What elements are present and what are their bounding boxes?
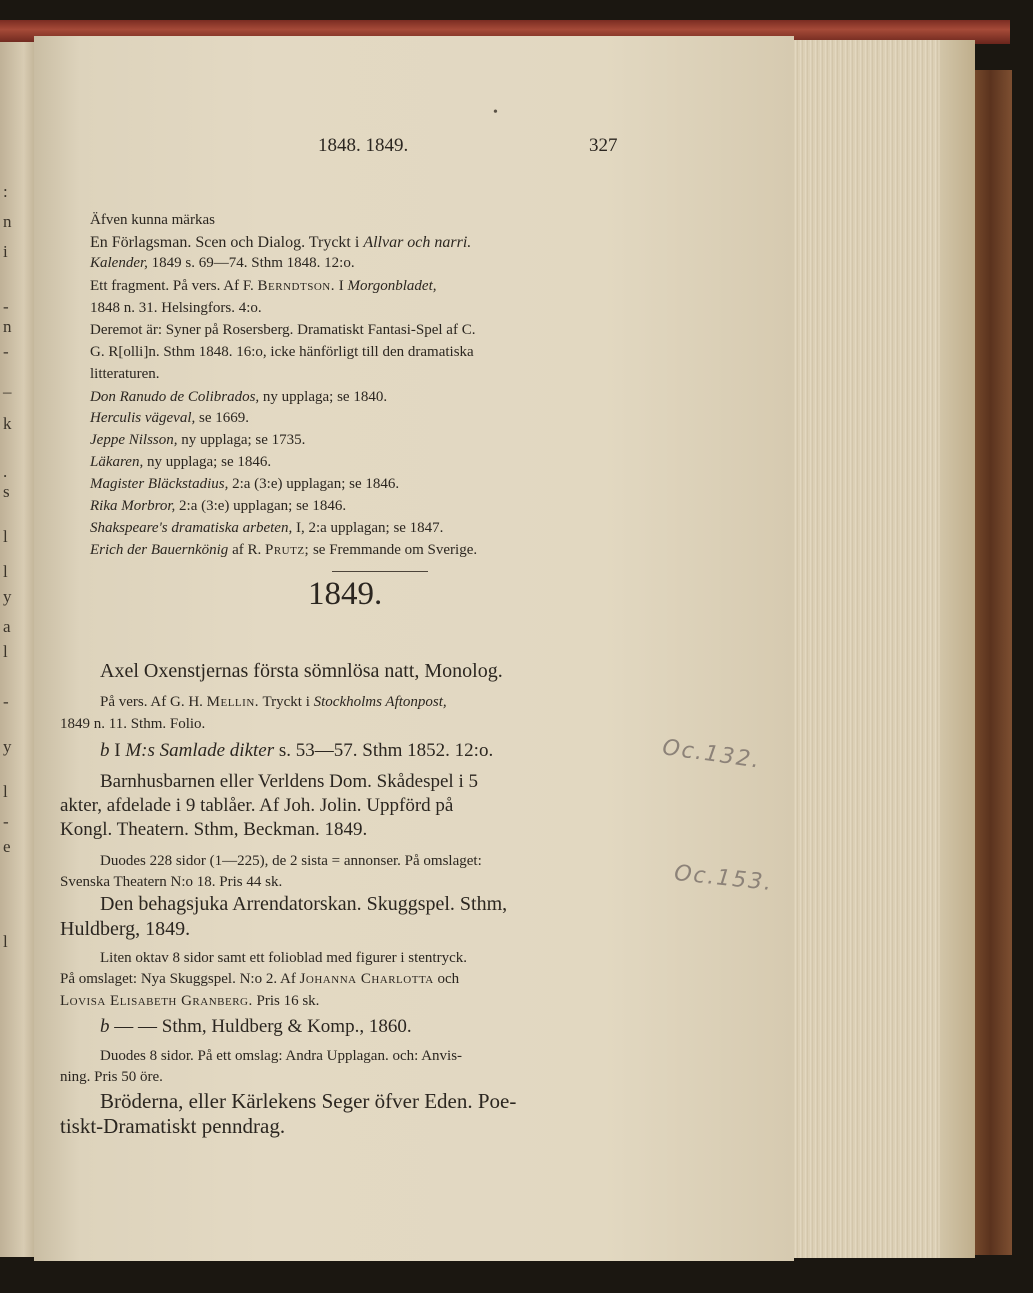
section_1848-line bbox=[90, 496, 346, 517]
small-caps-name: Mellin. bbox=[206, 694, 260, 710]
book-page bbox=[34, 36, 794, 1261]
section_1848-line bbox=[90, 540, 477, 561]
text-segment: 1848 n. 31. Helsingfors. 4:o. bbox=[90, 300, 262, 316]
italic-text: Kalender, bbox=[90, 255, 148, 271]
italic-text: Allvar och narri. bbox=[363, 234, 472, 251]
italic-text: Läkaren, bbox=[90, 454, 144, 470]
handwritten-shelfmark-1: Oc.132. bbox=[660, 735, 763, 774]
section_1849-line bbox=[60, 714, 205, 735]
text-segment: af R. bbox=[228, 542, 265, 558]
text-segment: I bbox=[334, 278, 348, 294]
text-segment: tiskt-Dramatiskt penndrag. bbox=[60, 1114, 286, 1138]
section_1848-line bbox=[90, 474, 399, 495]
text-segment: Kongl. Theatern. Sthm, Beckman. 1849. bbox=[60, 819, 368, 840]
text-segment: Bröderna, eller Kärlekens Seger öfver Eden. Poe- bbox=[100, 1089, 517, 1113]
text-segment: I, 2:a upplagan; se 1847. bbox=[292, 520, 444, 536]
text-segment: 1849 s. 69—74. Sthm 1848. 12:o. bbox=[147, 255, 355, 271]
left-page-glyph: s bbox=[3, 482, 10, 501]
section_1849-line bbox=[60, 1116, 285, 1137]
text-segment: Axel Oxenstjernas första sömnlösa natt, Monolog. bbox=[100, 660, 503, 682]
section_1848-line bbox=[90, 320, 475, 341]
left-page-glyph: - bbox=[3, 342, 9, 361]
italic-text: Jeppe Nilsson, bbox=[90, 432, 178, 448]
text-segment: Huldberg, 1849. bbox=[60, 918, 191, 940]
running-head-years: 1848. 1849. bbox=[318, 135, 409, 156]
text-segment: På omslaget: Nya Skuggspel. N:o 2. Af bbox=[60, 971, 300, 987]
left-page-glyph: y bbox=[3, 587, 12, 606]
section_1849-line bbox=[100, 1016, 412, 1037]
text-segment: Ett fragment. På vers. Af F. bbox=[90, 278, 258, 294]
section_1848-line bbox=[90, 452, 271, 473]
section_1849-line bbox=[100, 894, 507, 915]
left-page-glyph: l bbox=[3, 782, 8, 801]
italic-text: Shakspeare's dramatiska arbeten, bbox=[90, 520, 293, 536]
small-caps-name: Prutz; bbox=[264, 542, 310, 558]
text-segment: och bbox=[433, 971, 460, 987]
page-block-edges bbox=[794, 40, 944, 1258]
text-segment: se Fremmande om Sverige. bbox=[309, 542, 478, 558]
section_1848-line bbox=[90, 430, 305, 451]
text-segment: Pris 16 sk. bbox=[252, 993, 320, 1009]
text-segment: Deremot är: Syner på Rosersberg. Dramatiskt Fantasi-Spel af C. bbox=[90, 322, 476, 338]
text-segment: Äfven kunna märkas bbox=[90, 212, 215, 228]
left-page-glyph: k bbox=[3, 414, 12, 433]
section_1849-line bbox=[60, 795, 453, 816]
italic-text: M:s Samlade dikter bbox=[125, 740, 275, 761]
text-segment: Duodes 8 sidor. På ett omslag: Andra Upplagan. och: Anvis- bbox=[100, 1048, 463, 1064]
text-segment: 1849 n. 11. Sthm. Folio. bbox=[60, 716, 206, 732]
text-segment: ny upplaga; se 1735. bbox=[177, 432, 306, 448]
text-segment: litteraturen. bbox=[90, 366, 160, 382]
section_1848-line bbox=[90, 298, 262, 319]
text-segment: ning. Pris 50 öre. bbox=[60, 1069, 163, 1085]
section_1849-line bbox=[100, 692, 447, 713]
left-page-glyph: i bbox=[3, 242, 8, 261]
section_1849-line bbox=[60, 819, 367, 840]
section_1848-line bbox=[90, 253, 355, 274]
text-segment: akter, afdelade i 9 tablåer. Af Joh. Jolin. Uppförd på bbox=[60, 795, 454, 816]
text-segment: I bbox=[109, 740, 126, 761]
section_1849-line bbox=[60, 1067, 163, 1088]
section_1849-line bbox=[100, 1091, 516, 1112]
section_1849-line bbox=[100, 740, 493, 761]
section_1849-line bbox=[60, 991, 319, 1012]
section_1848-line bbox=[90, 232, 471, 253]
ink-speck: • bbox=[493, 105, 498, 120]
section_1848-line bbox=[90, 518, 443, 539]
small-caps-name: Lovisa Elisabeth Granberg. bbox=[60, 993, 253, 1009]
left-page-glyph: - bbox=[3, 812, 9, 831]
left-page-glyph: l bbox=[3, 642, 8, 661]
left-page-glyph: n bbox=[3, 317, 12, 336]
text-segment: Liten oktav 8 sidor samt ett folioblad med figurer i stentryck. bbox=[100, 950, 467, 966]
section_1849-line bbox=[60, 969, 459, 990]
section_1849-line bbox=[60, 872, 282, 893]
left-page-glyph: l bbox=[3, 527, 8, 546]
section_1848-line bbox=[90, 364, 160, 385]
text-segment: Duodes 228 sidor (1—225), de 2 sista = annonser. På omslaget: bbox=[100, 853, 482, 869]
text-segment: Tryckt i bbox=[259, 694, 314, 710]
left-page-glyph: - bbox=[3, 297, 9, 316]
section_1848-line bbox=[90, 276, 437, 297]
italic-text: Stockholms Aftonpost, bbox=[313, 694, 447, 710]
left-page-glyph: l bbox=[3, 932, 8, 951]
section_1848-line bbox=[90, 210, 215, 231]
italic-text: b bbox=[100, 740, 110, 761]
italic-text: b bbox=[100, 1016, 110, 1037]
section_1849-line bbox=[100, 948, 467, 969]
section_1849-line bbox=[100, 851, 482, 872]
left-page-glyph: y bbox=[3, 737, 12, 756]
page-block-shade bbox=[940, 40, 975, 1258]
section_1848-line bbox=[90, 408, 249, 429]
italic-text: Magister Bläckstadius, bbox=[90, 476, 229, 492]
text-segment: ny upplaga; se 1840. bbox=[259, 389, 388, 405]
left-page-glyph: n bbox=[3, 212, 12, 231]
text-segment: G. R[olli]n. Sthm 1848. 16:o, icke hänförligt till den dramatiska bbox=[90, 344, 474, 360]
italic-text: Herculis vägeval, bbox=[90, 410, 196, 426]
text-segment: 2:a (3:e) upplagan; se 1846. bbox=[175, 498, 347, 514]
text-segment: 2:a (3:e) upplagan; se 1846. bbox=[228, 476, 400, 492]
text-segment: En Förlagsman. Scen och Dialog. Tryckt i bbox=[90, 234, 364, 251]
text-segment: Svenska Theatern N:o 18. Pris 44 sk. bbox=[60, 874, 283, 890]
section_1848-line bbox=[90, 387, 387, 408]
text-segment: se 1669. bbox=[195, 410, 249, 426]
small-caps-name: Berndtson. bbox=[257, 278, 335, 294]
handwritten-shelfmark-2: Oc.153. bbox=[672, 860, 775, 897]
left-page-glyph: a bbox=[3, 617, 11, 636]
left-page-glyph: l bbox=[3, 562, 8, 581]
italic-text: Don Ranudo de Colibrados, bbox=[90, 389, 260, 405]
italic-text: Morgonbladet, bbox=[347, 278, 437, 294]
left-page-glyph: - bbox=[3, 692, 9, 711]
section_1849-line bbox=[60, 919, 190, 940]
left-page-glyph: . bbox=[3, 462, 8, 481]
page-number: 327 bbox=[589, 135, 618, 156]
small-caps-name: Johanna Charlotta bbox=[299, 971, 434, 987]
section_1849-line bbox=[100, 1046, 462, 1067]
left-page-edge bbox=[0, 42, 34, 1257]
italic-text: Rika Morbror, bbox=[90, 498, 176, 514]
text-segment: — — Sthm, Huldberg & Komp., 1860. bbox=[109, 1016, 412, 1037]
left-page-glyph: : bbox=[3, 182, 8, 201]
text-segment: s. 53—57. Sthm 1852. 12:o. bbox=[274, 740, 494, 761]
section-divider bbox=[332, 571, 428, 572]
section_1849-line bbox=[100, 661, 503, 682]
section_1849-line bbox=[100, 771, 478, 792]
section_1848-line bbox=[90, 342, 474, 363]
left-page-glyph: – bbox=[3, 382, 12, 401]
year-heading: 1849. bbox=[308, 576, 383, 612]
left-page-glyph: e bbox=[3, 837, 11, 856]
text-segment: ny upplaga; se 1846. bbox=[143, 454, 272, 470]
italic-text: Erich der Bauernkönig bbox=[90, 542, 229, 558]
text-segment: Den behagsjuka Arrendatorskan. Skuggspel. Sthm, bbox=[100, 893, 508, 915]
text-segment: Barnhusbarnen eller Verldens Dom. Skådespel i 5 bbox=[100, 771, 478, 792]
text-segment: På vers. Af G. H. bbox=[100, 694, 207, 710]
